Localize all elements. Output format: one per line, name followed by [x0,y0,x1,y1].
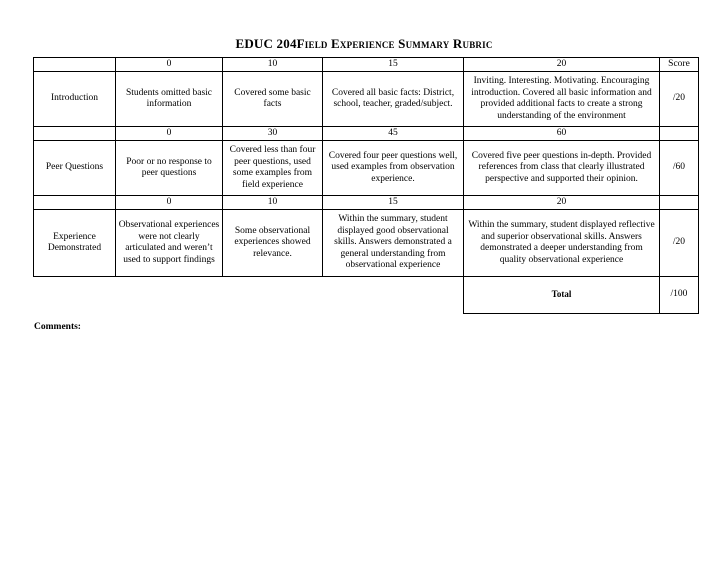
total-row [34,277,699,314]
title-main: Field Experience Summary Rubric [296,36,493,51]
descriptor-cell: Covered some basic facts [223,72,323,127]
points-cell: 15 [323,58,464,72]
score-cell: /20 [660,72,699,127]
points-empty-cell [34,196,116,210]
descriptor-cell: Within the summary, student displayed reflective and superior observational skills. Answers demonstrated a deeper understanding from quality observational experience [464,210,660,277]
total-blank-cell [34,277,464,314]
descriptor-cell: Covered four peer questions well, used examples from observation experience. [323,141,464,196]
criterion-row-experience-demonstrated [34,210,699,277]
points-cell: 60 [464,127,660,141]
points-empty-cell [660,127,699,141]
points-cell: 30 [223,127,323,141]
descriptor-cell: Covered five peer questions in-depth. Provided references from class that clearly illustrated perspective and supported their opinion. [464,141,660,196]
descriptor-cell: Observational experiences were not clearly articulated and weren’t used to support findings [116,210,223,277]
descriptor-cell: Covered all basic facts: District, school, teacher, graded/subject. [323,72,464,127]
points-empty-cell [660,196,699,210]
descriptor-cell: Poor or no response to peer questions [116,141,223,196]
criterion-name: Peer Questions [34,141,116,196]
points-cell: 0 [116,196,223,210]
descriptor-cell: Inviting. Interesting. Motivating. Encouraging introduction. Covered all basic information and provided additional facts to create a strong understanding of the environment [464,72,660,127]
total-score: /100 [660,277,699,314]
points-cell: 20 [464,196,660,210]
page-title [0,36,728,52]
points-cell: 20 [464,58,660,72]
header-points-row [34,58,699,72]
total-label: Total [464,277,660,314]
descriptor-cell: Students omitted basic information [116,72,223,127]
criterion-name: Introduction [34,72,116,127]
descriptor-cell: Within the summary, student displayed good observational skills. Answers demonstrated a general understanding from observational experience [323,210,464,277]
descriptor-cell: Some observational experiences showed relevance. [223,210,323,277]
points-empty-cell [34,127,116,141]
points-cell: 15 [323,196,464,210]
points-cell: 45 [323,127,464,141]
score-header: Score [660,58,699,72]
title-prefix: EDUC 204 [235,36,297,51]
points-cell: 10 [223,196,323,210]
header-empty-cell [34,58,116,72]
points-cell: 0 [116,58,223,72]
criterion-name: Experience Demonstrated [34,210,116,277]
score-cell: /60 [660,141,699,196]
comments-label: Comments: [34,322,81,332]
points-cell: 10 [223,58,323,72]
points-row-peer-questions [34,127,699,141]
criterion-row-introduction [34,72,699,127]
descriptor-cell: Covered less than four peer questions, used some examples from field experience [223,141,323,196]
points-cell: 0 [116,127,223,141]
score-cell: /20 [660,210,699,277]
points-row-experience-demonstrated [34,196,699,210]
rubric-table [33,57,699,314]
criterion-row-peer-questions [34,141,699,196]
